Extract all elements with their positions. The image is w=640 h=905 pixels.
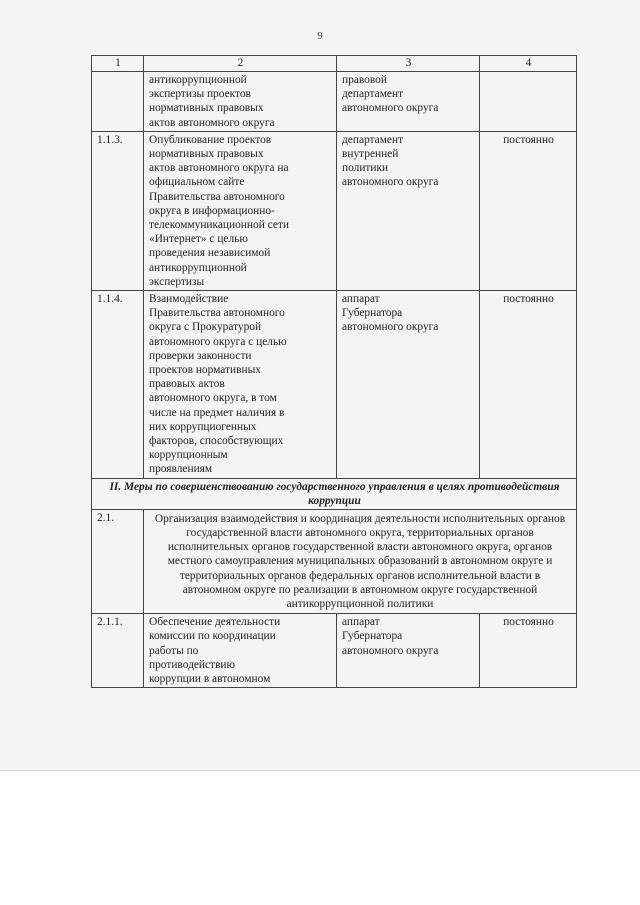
table-row <box>92 509 577 613</box>
row-executor: департамент внутренней политики автономного округа <box>337 131 480 290</box>
row-term: постоянно <box>480 291 577 479</box>
row-number: 2.1. <box>92 509 144 613</box>
row-measure: антикоррупционной экспертизы проектов нормативных правовых актов автономного округа <box>144 72 337 132</box>
subsection-text: Организация взаимодействия и координация деятельности исполнительных органов государственной власти автономного округа, территориальных органов исполнительных органов государственной власти автономного округа, органов местного самоуправления муниципальных образований в автономном округе и территориальных органов федеральных органов исполнительной власти в автономном округе по реализации в автономном округе государственной антикоррупционной политики <box>144 509 577 613</box>
row-measure: Взаимодействие Правительства автономного округа с Прокуратурой автономного округа с целью проверки законности проектов нормативных правовых актов автономного округа, в том числе на предмет наличия в них коррупциогенных факторов, способствующих коррупционным проявлениям <box>144 291 337 479</box>
row-number: 1.1.4. <box>92 291 144 479</box>
page-number: 9 <box>317 30 323 42</box>
row-term: постоянно <box>480 131 577 290</box>
row-executor: аппарат Губернатора автономного округа <box>337 614 480 688</box>
row-measure: Опубликование проектов нормативных правовых актов автономного округа на официальном сайте Правительства автономного округа в информационно- телекоммуникационной сети «Интернет» с целью проведения независимой антикоррупционной экспертизы <box>144 131 337 290</box>
header-col-3: 3 <box>337 56 480 72</box>
table-row <box>92 614 577 688</box>
row-measure: Обеспечение деятельности комиссии по координации работы по противодействию коррупции в автономном <box>144 614 337 688</box>
header-col-1: 1 <box>92 56 144 72</box>
measures-table <box>91 55 577 688</box>
header-col-2: 2 <box>144 56 337 72</box>
table-row <box>92 72 577 132</box>
row-number <box>92 72 144 132</box>
row-number: 1.1.3. <box>92 131 144 290</box>
section-heading: II. Меры по совершенствованию государственного управления в целях противодействия коррупции <box>92 478 577 509</box>
row-executor: правовой департамент автономного округа <box>337 72 480 132</box>
row-executor: аппарат Губернатора автономного округа <box>337 291 480 479</box>
section-heading-row <box>92 478 577 509</box>
header-col-4: 4 <box>480 56 577 72</box>
table-row <box>92 131 577 290</box>
table-header-row <box>92 56 577 72</box>
row-number: 2.1.1. <box>92 614 144 688</box>
row-term <box>480 72 577 132</box>
row-term: постоянно <box>480 614 577 688</box>
table-row <box>92 291 577 479</box>
